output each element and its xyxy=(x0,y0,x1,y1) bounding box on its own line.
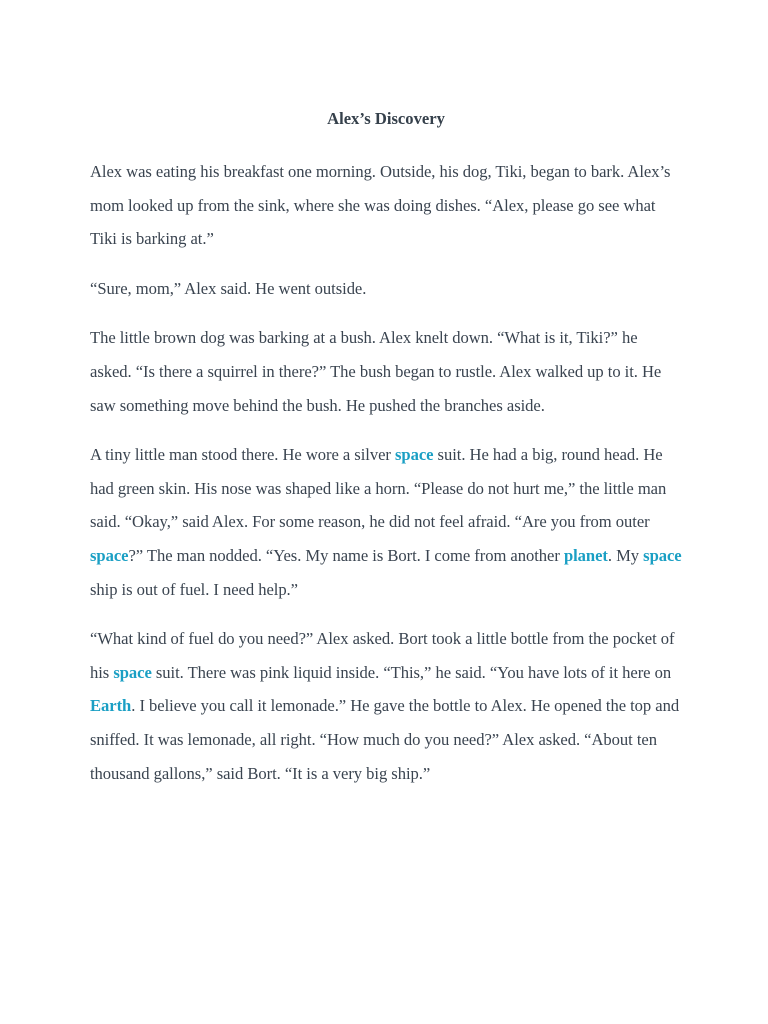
paragraph-text: . My xyxy=(607,545,644,565)
vocabulary-word: space xyxy=(90,545,129,565)
vocabulary-word: planet xyxy=(563,545,608,565)
paragraph-text: suit. He had a big, round head. He had green skin. His nose was shaped like a horn. “Please do not hurt me,” the little man said. “Okay,” said Alex. For some reason, he did not feel afraid. “Are you from outer xyxy=(90,445,667,532)
vocabulary-word: space xyxy=(394,445,434,465)
paragraph-text: The little brown dog was barking at a bush. Alex knelt down. “What is it, Tiki?” he asked. “Is there a squirrel in there?” The bush began to rustle. Alex walked up to it. He saw something move behind the bush. He pushed the branches aside. xyxy=(90,328,662,415)
paragraph-text: A tiny little man stood there. He wore a silver xyxy=(90,445,395,465)
paragraph-text: Alex was eating his breakfast one morning. Outside, his dog, Tiki, began to bark. Alex’s mom looked up from the sink, where she was doing dishes. “Alex, please go see what Tiki is barking at.” xyxy=(90,162,671,249)
story-paragraph xyxy=(90,622,682,790)
paragraph-text: suit. There was pink liquid inside. “This,” he said. “You have lots of it here on xyxy=(151,662,672,682)
story-paragraph xyxy=(90,321,682,422)
paragraph-text: ?” The man nodded. “Yes. My name is Bort. I come from another xyxy=(128,545,564,565)
paragraph-text: “Sure, mom,” Alex said. He went outside. xyxy=(90,278,367,298)
story-paragraph xyxy=(90,155,682,256)
vocabulary-word: space xyxy=(113,662,152,682)
vocabulary-word: Earth xyxy=(90,696,132,716)
paragraph-text: “What kind of fuel do you need?” Alex asked. Bort took a little bottle from the pocket of his xyxy=(90,629,675,682)
story-paragraph xyxy=(90,438,682,606)
story-page xyxy=(90,103,682,806)
story-paragraph xyxy=(90,272,682,306)
story-title: Alex’s Discovery xyxy=(327,109,445,128)
vocabulary-word: space xyxy=(643,545,682,565)
story-body xyxy=(90,155,682,790)
paragraph-text: ship is out of fuel. I need help.” xyxy=(90,579,298,599)
paragraph-text: . I believe you call it lemonade.” He gave the bottle to Alex. He opened the top and sniffed. It was lemonade, all right. “How much do you need?” Alex asked. “About ten thousand gallons,” said Bort. “It is a very big ship.” xyxy=(90,696,680,783)
